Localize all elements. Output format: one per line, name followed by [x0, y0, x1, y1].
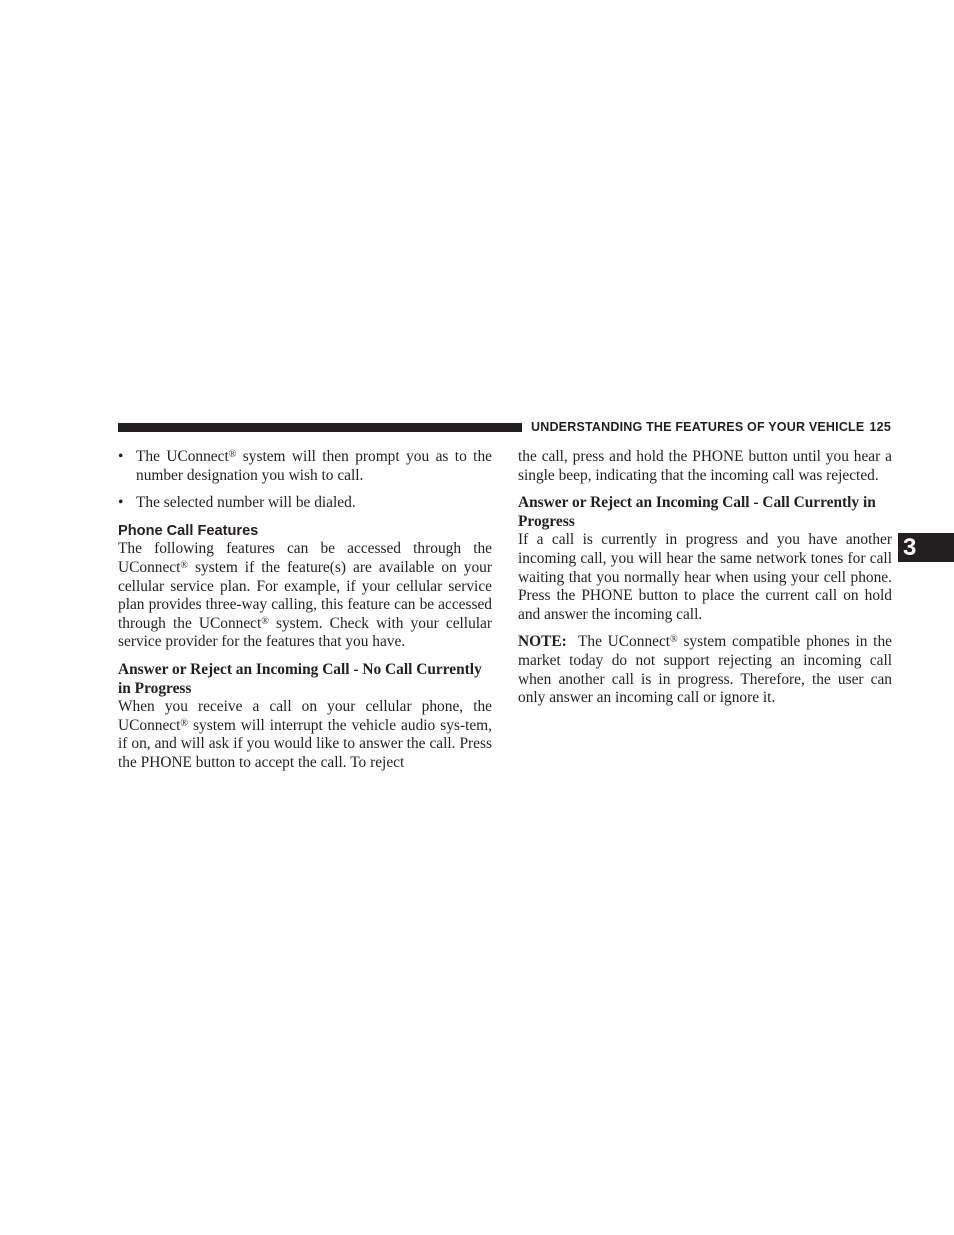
note-text: The UConnect	[566, 633, 671, 651]
note-label: NOTE:	[518, 633, 567, 651]
bullet-number-dialed	[118, 494, 492, 513]
note-text: system compatible phones in the market today do not support rejecting an incoming call when another call is in progress. Therefore, the user can only answer an incoming call or ignore it.	[518, 633, 892, 707]
bullet-marker: •	[118, 494, 124, 512]
section-title: UNDERSTANDING THE FEATURES OF YOUR VEHICLE	[531, 420, 865, 434]
paragraph-text: The following features can be accessed through the UConnect	[118, 540, 492, 576]
bullet-prompt-number	[118, 448, 492, 485]
right-column	[518, 448, 892, 708]
paragraph-text: When you receive a call on your cellular phone, the UConnect	[118, 698, 492, 734]
note-paragraph	[518, 633, 892, 707]
header-rule	[118, 423, 522, 432]
page-number: 125	[869, 420, 891, 434]
paragraph-reject-continued: the call, press and hold the PHONE button until you hear a single beep, indicating that the incoming call was rejected.	[518, 448, 892, 484]
subheading-call-in-progress: Answer or Reject an Incoming Call - Call Currently in Progress	[518, 494, 876, 530]
running-header	[531, 420, 891, 436]
left-column	[118, 448, 492, 773]
registered-mark: ®	[180, 559, 189, 571]
chapter-tab: 3	[898, 533, 954, 562]
bullet-text: The selected number will be dialed.	[136, 494, 356, 512]
registered-mark: ®	[261, 615, 269, 627]
registered-mark: ®	[180, 717, 189, 729]
bullet-text: system will then prompt you as to the number designation you wish to call.	[136, 448, 492, 484]
paragraph-text: system will interrupt the vehicle audio sys-tem, if on, and will ask if you would like to answer the call. Press the PHONE button to accept the call. To reject	[118, 716, 492, 771]
paragraph-no-call-in-progress	[118, 698, 492, 772]
paragraph-phone-call-features	[118, 540, 492, 652]
paragraph-text: system. Check with your cellular service provider for the features that you have.	[118, 614, 493, 651]
registered-mark: ®	[228, 449, 237, 460]
bullet-text: The UConnect	[136, 448, 229, 465]
paragraph-text: system if the feature(s) are available on your cellular service plan. For example, if your cellular service plan provides three-way calling, this feature can be accessed through the UConnect	[118, 558, 492, 632]
section-heading-phone-call-features: Phone Call Features	[118, 522, 259, 539]
registered-mark: ®	[670, 634, 678, 646]
bullet-marker: •	[118, 448, 124, 465]
paragraph-call-in-progress: If a call is currently in progress and you have another incoming call, you will hear the same network tones for call waiting that you normally hear when using your cell phone. Press the PHONE button to place the current call on hold and answer the incoming call.	[518, 531, 892, 623]
subheading-no-call-in-progress: Answer or Reject an Incoming Call - No Call Currently in Progress	[118, 660, 482, 697]
